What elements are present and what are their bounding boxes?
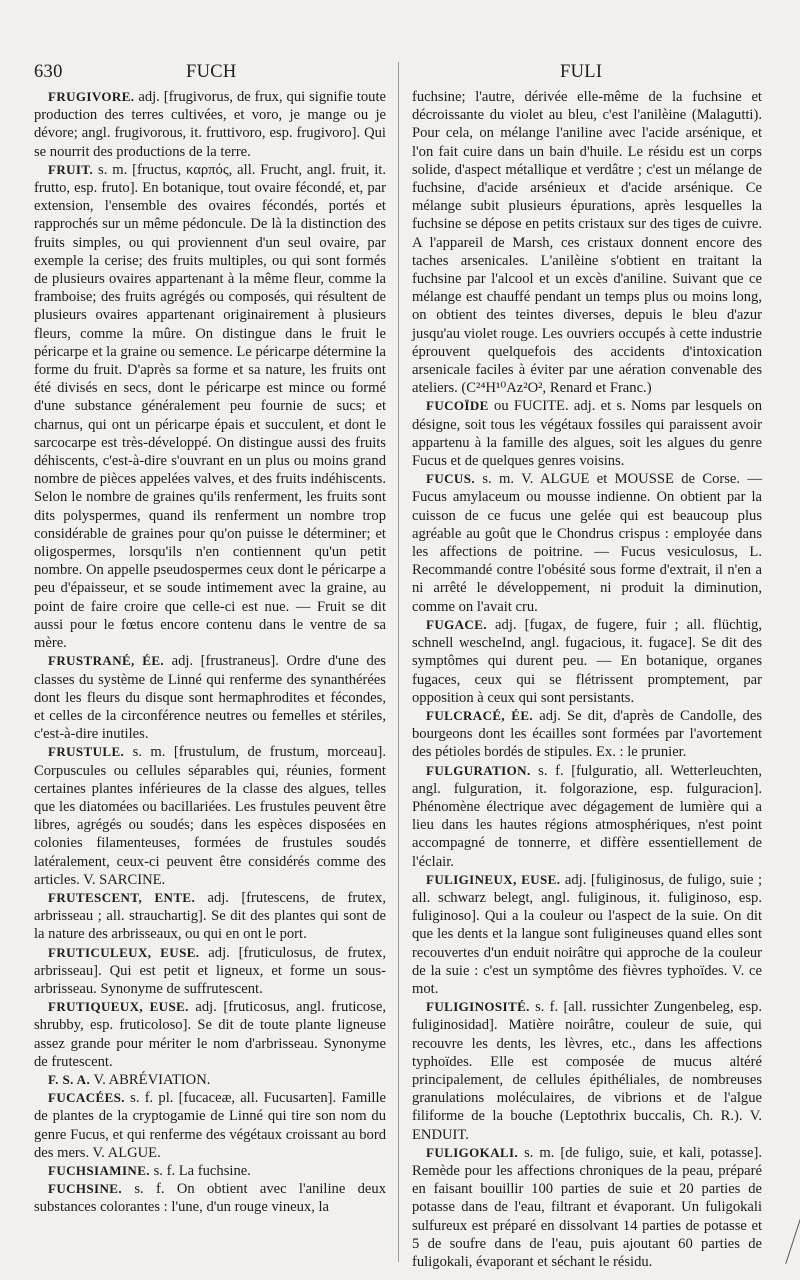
- entry-text: adj. [fuliginosus, de fuligo, suie ; all. schwarz belegt, angl. fuliginous, it. fuliginoso, esp. fuliginoso]. Qui a la couleur ou l'aspect de la suie. On dit que les dents et la langue sont fuligineuses quand elles sont recouvertes d'un enduit noirâtre qui approche de la couleur de la suie : c'est un symptôme des fièvres typhoïdes. V. ce mot.: [412, 871, 763, 997]
- entry-headword: FUCHSINE.: [48, 1181, 123, 1197]
- entry-text: V. ABRÉVIATION.: [90, 1071, 211, 1088]
- column-divider: [398, 62, 399, 1262]
- entry-headword: FULCRACÉ, ÉE.: [426, 707, 534, 723]
- entry-headword: FRUTICULEUX, EUSE.: [48, 944, 200, 960]
- entry-text: s. m. [frustulum, de frustum, morceau]. Corpuscules ou cellules séparables qui, réunies, forment certaines plantes inférieures de la classe des algues, telles que les diatomées ou bacillariées. Les frustules peuvent être libres, agrégés ou soudés; dans les espèces disposées en colonies filamenteuses, formées de frustules soudés latéralement, ceux-ci peuvent être considérés comme des articles. V. SARCINE.: [34, 744, 386, 888]
- entry-headword: FRUGIVORE.: [48, 89, 135, 104]
- dictionary-entry: [412, 88, 762, 397]
- left-running-head: FUCH: [186, 62, 237, 82]
- dictionary-entry: [34, 889, 386, 944]
- entry-headword: FULGURATION.: [426, 762, 531, 778]
- entry-text: s. f. pl. [fucaceæ, all. Fucusarten]. Famille de plantes de la cryptogamie de Linné qui tire son nom du genre Fucus, et qui renferme des végétaux croissant au bord des mers. V. ALGUE.: [34, 1090, 386, 1161]
- dictionary-entry: [412, 762, 762, 871]
- entry-text: s. m. [fructus, καρπός, all. Frucht, angl. fruit, it. frutto, esp. fruto]. En botanique, tout ovaire fécondé, et, par extension, l'ensemble des ovaires fécondés, portés et rapprochés sur un même pédoncule. De là la distinction des fruits simples, ou qui proviennent d'un seul ovaire, par exemple la cerise; des fruits multiples, ou qui sont formés de plusieurs ovaires appartenant à la même fleur, comme la framboise; des fruits agrégés ou composés, qui résultent de plusieurs ovaires appartenant originairement à plusieurs fleurs, comme la mûre. On distingue dans le fruit le péricarpe et la graine ou semence. Le péricarpe détermine la forme du fruit. D'après sa forme et sa nature, les fruits ont été divisés en secs, dont le péricarpe est mince ou formé d'une substance généralement peu fournie de sucs; et charnus, qui ont un péricarpe épais et succulent, et dont le sarcocarpe est très-développé. On distingue aussi des fruits déhiscents, c'est-à-dire s'ouvrant en un plus ou moins grand nombre de pièces appelées valves, et des fruits indéhiscents. Selon le nombre de graines qu'ils renferment, les fruits sont dits polyspermes, quand ils renferment un nombre trop considérable de graines pour qu'on puisse le déterminer; et oligospermes, lorsqu'ils n'en contiennent qu'un petit nombre. On appelle pseudospermes ceux dont le péricarpe a peu d'épaisseur, et se soude intimement avec la graine, au point de faire croire que celle-ci est nue. — Fruit se dit aussi pour le fœtus encore contenu dans le ventre de sa mère.: [34, 161, 386, 652]
- entry-headword: FRUIT.: [48, 161, 94, 177]
- entry-headword: FUCUS.: [426, 471, 475, 487]
- dictionary-entry: [412, 470, 762, 616]
- entry-text: s. m. V. ALGUE et MOUSSE de Corse. — Fucus amylaceum ou mousse indienne. On obtient par la cuisson de ce fucus une gelée qui est beaucoup plus agréable au goût que le Chondrus crispus : employée dans les affections de poitrine. — Fucus vesiculosus, L. Recommandé contre l'obésité sous forme d'extrait, il n'en a ni arrêté le développement, ni produit la diminution, comme on l'avait cru.: [412, 471, 762, 615]
- dictionary-entry: [34, 1089, 386, 1162]
- pen-mark: [785, 1216, 800, 1264]
- entry-headword: FRUTESCENT, ENTE.: [48, 889, 196, 905]
- entry-text: adj. [frutescens, de frutex, arbrisseau ; all. strauchartig]. Se dit des plantes qui sont de la nature des arbrisseaux, ou qui en ont le port.: [34, 889, 386, 943]
- entry-headword: FULIGINOSITÉ.: [426, 999, 530, 1015]
- dictionary-entry: [412, 616, 762, 707]
- entry-headword: FRUSTRANÉ, ÉE.: [48, 653, 165, 669]
- entry-text: adj. [fruticulosus, de frutex, arbrisseau]. Qui est petit et ligneux, et forme un sous-arbrisseau. Synonyme de suffrutescent.: [34, 944, 386, 997]
- dictionary-entry: [34, 1071, 386, 1089]
- entry-headword: FUGACE.: [426, 616, 487, 632]
- left-column: [34, 88, 386, 1217]
- dictionary-entry: [412, 1144, 762, 1271]
- entry-headword: FRUSTULE.: [48, 744, 125, 760]
- dictionary-entry: [34, 88, 386, 161]
- entry-text: s. f. On obtient avec l'aniline deux substances colorantes : l'une, d'un rouge vineux, la: [34, 1181, 386, 1216]
- entry-text: adj. [frustraneus]. Ordre d'une des classes du système de Linné qui renferme des synanthérées dont les fleurs du disque sont hermaphrodites et fécondes, et celles de la circonférence neutres ou femelles et stériles, c'est-à-dire inutiles.: [34, 653, 386, 743]
- entry-text: ou FUCITE. adj. et s. Noms par lesquels on désigne, soit tous les végétaux fossiles qui paraissent avoir appartenu à la famille des algues, soit les algues du genre Fucus et de quelques genres voisins.: [412, 398, 762, 470]
- entry-text: adj. [fugax, de fugere, fuir ; all. flüchtig, schnell wescheInd, angl. fugacious, it. fugace]. Se dit des symptômes qui durent peu. — En botanique, organes fugaces, ceux qui se flétrissent promptement, par opposition à ceux qui sont persistants.: [412, 616, 762, 706]
- entry-headword: FULIGOKALI.: [426, 1144, 519, 1160]
- entry-headword: FUCOÏDE: [426, 398, 489, 414]
- dictionary-entry: [34, 998, 386, 1071]
- dictionary-entry: [412, 707, 762, 762]
- entry-text: fuchsine; l'autre, dérivée elle-même de la fuchsine et décroissante du violet au bleu, c'est l'anilèine (Malagutti). Pour cela, on mélange l'aniline avec l'acide arsénique, et l'on fait cuire dans un bain d'huile. Le résidu est un corps solide, d'aspect métallique et verdâtre ; c'est un mélange de fuchsine, d'acide arsénieux et d'acide arsénique. Ce mélange subit plusieurs épurations, après lesquelles la fuchsine se dépose en petits cristaux sur des tiges de cuivre. A l'appareil de Marsh, ces cristaux donnent encore des taches arsenicales. L'anilèine s'obtient en traitant la fuchsine par l'alcool et un excès d'aniline. Suivant que ce mélange est chauffé pendant un temps plus ou moins long, on obtient des teintes diverses, depuis le bleu d'azur jusqu'au violet rouge. Les ouvriers occupés à cette industrie éprouvent quelquefois des accidents d'intoxication arsenicale faciles à éviter par une aération convenable des ateliers. (C²⁴H¹⁰Az²O², Renard et Franc.): [412, 89, 762, 397]
- entry-text: adj. [frugivorus, de frux, qui signifie toute production des terres cultivées, et voro, je mange ou je dévore; angl. frugivorous, it. fruttivoro, esp. frugivoro]. Qui se nourrit des productions de la terre.: [34, 89, 386, 160]
- dictionary-entry: [412, 397, 762, 470]
- entry-text: s. f. [all. russichter Zungenbeleg, esp. fuliginosidad]. Matière noirâtre, couleur de suie, qui recouvre les dents, les lèvres, etc., dans les affections typhoïdes. Elle est composée de mucus altéré principalement, de cellules épithéliales, de nombreuses granulations moléculaires, de vibrions et de l'algue filiforme de la bouche (Leptothrix buccalis, Ch. R.). V. ENDUIT.: [412, 999, 762, 1143]
- entry-headword: FRUTIQUEUX, EUSE.: [48, 999, 189, 1015]
- page-number: 630: [34, 62, 63, 82]
- entry-headword: FUCACÉES.: [48, 1090, 125, 1106]
- dictionary-entry: [412, 871, 762, 998]
- dictionary-entry: [34, 161, 386, 652]
- entry-text: adj. Se dit, d'après de Candolle, des bourgeons dont les écailles sont formées par l'avortement des pétioles bordés de stipules. Ex. : le prunier.: [412, 707, 763, 761]
- dictionary-entry: [34, 743, 386, 889]
- right-running-head: FULI: [560, 62, 603, 82]
- dictionary-entry: [412, 998, 762, 1144]
- entry-text: s. m. [de fuligo, suie, et kali, potasse]. Remède pour les affections chroniques de la peau, préparé en faisant bouillir 100 parties de suie et 20 parties de potasse dans de l'eau, filtrant et évaporant. Un fuligokali sulfureux est préparé en dissolvant 14 parties de potasse et 5 de soufre dans de l'eau, puis ajoutant 60 parties de fuligokali, évaporant et séchant le résidu.: [412, 1144, 762, 1270]
- right-column: [412, 88, 762, 1271]
- entry-text: s. f. [fulguratio, all. Wetterleuchten, angl. fulguration, it. folgorazione, esp. fulguracion]. Phénomène électrique avec dégagement de lumière qui a lieu dans les hautes régions atmosphériques, n'est point accompagné de tonnerre, et diffère essentiellement de l'éclair.: [412, 762, 762, 870]
- dictionary-entry: [34, 1162, 386, 1180]
- dictionary-entry: [34, 652, 386, 743]
- entry-headword: FULIGINEUX, EUSE.: [426, 871, 561, 887]
- entry-text: adj. [fruticosus, angl. fruticose, shrubby, esp. fruticoloso]. Se dit de toute plante ligneuse assez grande pour mériter le nom d'arbrisseau. Synonyme de frutescent.: [34, 999, 387, 1070]
- entry-text: s. f. La fuchsine.: [149, 1162, 251, 1179]
- entry-headword: FUCHSIAMINE.: [48, 1162, 150, 1178]
- entry-headword: F. S. A.: [48, 1071, 91, 1087]
- dictionary-entry: [34, 1180, 386, 1216]
- dictionary-entry: [34, 944, 386, 999]
